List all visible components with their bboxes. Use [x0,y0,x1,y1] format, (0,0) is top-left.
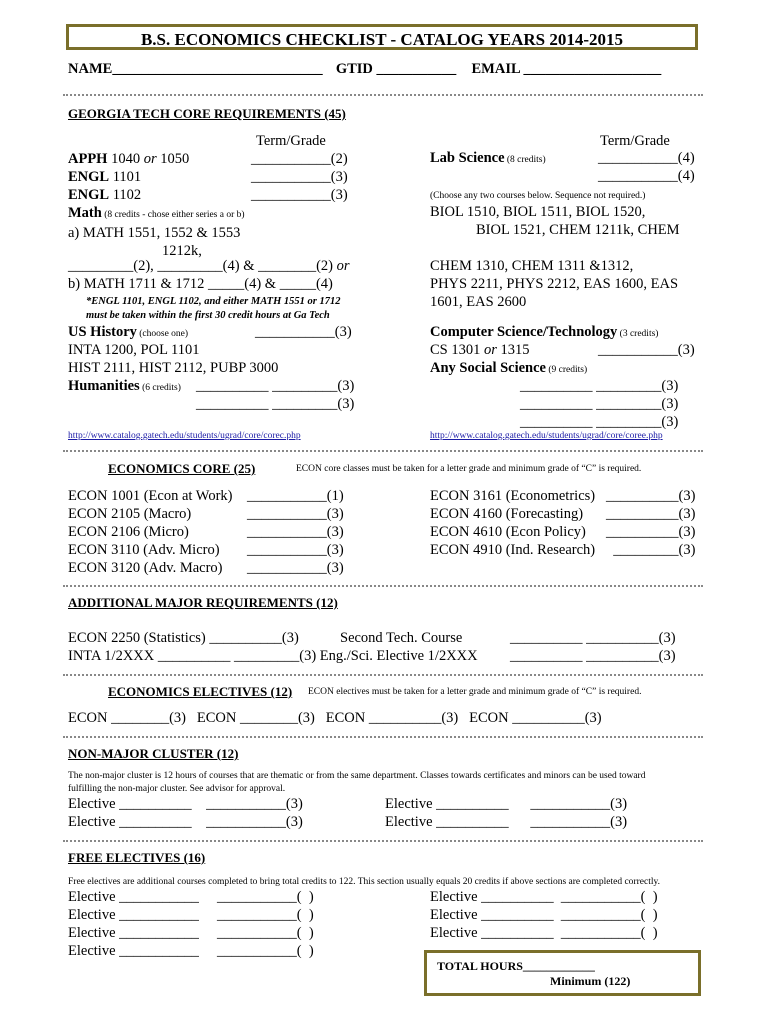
econ-core-left-blanks[interactable] [247,487,344,577]
name-label: NAME [68,61,113,77]
divider [63,585,703,587]
total-hours-label: TOTAL HOURS [437,959,523,973]
total-hours-row[interactable] [437,959,595,974]
econ-core-left-course: ECON 3110 (Adv. Micro) [68,542,220,558]
cs-row: Computer Science/Technology (3 credits) [430,324,659,340]
econ-electives-note: ECON electives must be taken for a letter grade and minimum grade of “C” is required. [308,687,642,697]
engl1102-blank: ___________(3) [251,187,348,203]
econ-core-blank: ___________(1) [247,488,344,504]
free-electives-heading: FREE ELECTIVES (16) [68,850,206,865]
econ-core-note: ECON core classes must be taken for a letter grade and minimum grade of “C” is required. [296,464,642,474]
econ-core-blank: ___________(3) [247,524,344,540]
student-info-row [68,61,661,78]
divider [63,450,703,452]
engl1101-row: ENGL 1101 [68,169,142,185]
econ-core-left-course: ECON 3120 (Adv. Macro) [68,560,223,576]
non-major-note-2: fulfilling the non-major cluster. See advisor for approval. [68,784,286,794]
core-link-left[interactable]: http://www.catalog.gatech.edu/students/ugrad/core/corec.php [68,431,301,441]
us-history-row: US History (choose one) [68,324,189,340]
math-b-row[interactable]: b) MATH 1711 & 1712 _____(4) & _____(4) [68,276,333,292]
free-elective-row: Elective __________ ___________( ) [430,907,658,923]
free-elective-row: Elective ___________ ___________( ) [68,889,314,905]
econ-core-right-course: ECON 4160 (Forecasting) [430,506,584,522]
term-grade-left: Term/Grade [256,133,326,149]
lab-courses-1: BIOL 1510, BIOL 1511, BIOL 1520, [430,204,646,220]
econ-electives-row[interactable]: ECON ________(3) ECON ________(3) ECON __________(3) ECON __________(3) [68,710,602,726]
term-grade-right: Term/Grade [600,133,670,149]
additional-row-1-label: Second Tech. Course [340,630,463,646]
econ-core-blank: ___________(3) [247,506,344,522]
econ-core-blank: __________(3) [606,506,696,522]
humanities-blank-2[interactable]: __________ _________(3) [196,396,355,412]
lab-blank-2[interactable]: ___________(4) [598,168,695,184]
divider [63,674,703,676]
math-footnote-2: must be taken within the first 30 credit hours at Ga Tech [86,310,330,321]
core-heading: GEORGIA TECH CORE REQUIREMENTS (45) [68,106,346,121]
non-major-left-1[interactable]: Elective __________ ___________(3) [68,796,303,812]
econ-core-right-blanks[interactable] [606,487,695,559]
additional-row-1-left[interactable]: ECON 2250 (Statistics) __________(3) [68,630,299,646]
total-hours-box [424,950,701,996]
math-row: Math (8 credits - chose either series a or b) [68,205,245,221]
econ-core-left-course: ECON 2106 (Micro) [68,524,189,540]
non-major-heading: NON-MAJOR CLUSTER (12) [68,746,239,761]
additional-row-2-blank[interactable]: __________ __________(3) [510,648,676,664]
core-left-blanks[interactable] [251,150,348,204]
email-field[interactable]: ___________________ [523,61,662,77]
econ-core-blank: _________(3) [613,542,696,558]
econ-core-right-course: ECON 4610 (Econ Policy) [430,524,586,540]
econ-core-left-course: ECON 1001 (Econ at Work) [68,488,233,504]
econ-core-right-course: ECON 4910 (Ind. Research) [430,542,596,558]
non-major-right-2[interactable]: Elective __________ ___________(3) [385,814,628,830]
core-link-right[interactable]: http://www.catalog.gatech.edu/students/ugrad/core/coree.php [430,431,663,441]
math-footnote-1: *ENGL 1101, ENGL 1102, and either MATH 1551 or 1712 [86,296,341,307]
free-electives-note: Free electives are additional courses completed to bring total credits to 122. This section usually equals 20 credits if above sections are completed correctly. [68,877,660,887]
free-elective-row: Elective __________ ___________( ) [430,889,658,905]
apph-row: APPH 1040 or 1050 [68,151,190,167]
econ-core-right-course: ECON 3161 (Econometrics) [430,488,596,504]
humanities-blank-1[interactable]: __________ _________(3) [196,378,355,394]
cs-course-row: CS 1301 or 1315 [430,342,530,358]
additional-heading: ADDITIONAL MAJOR REQUIREMENTS (12) [68,595,338,610]
additional-row-2-left[interactable]: INTA 1/2XXX __________ _________(3) Eng./Sci. Elective 1/2XXX [68,648,478,664]
lab-courses-3: CHEM 1310, CHEM 1311 &1312, [430,258,634,274]
lab-courses-5: 1601, EAS 2600 [430,294,527,310]
humanities-row: Humanities (6 credits) [68,378,181,394]
econ-core-left [68,487,232,577]
lab-blank-1[interactable]: ___________(4) [598,150,695,166]
minimum-hours: Minimum (122) [550,974,631,988]
social-blank-3[interactable]: __________ _________(3) [520,414,679,430]
math-a-row2: 1212k, [162,243,202,259]
free-electives-left[interactable] [68,888,314,960]
econ-core-left-course: ECON 2105 (Macro) [68,506,192,522]
title-box [66,24,698,50]
divider [63,840,703,842]
free-electives-right[interactable] [430,888,658,942]
econ-core-heading: ECONOMICS CORE (25) [108,461,256,476]
apph-blank: ___________(2) [251,151,348,167]
cs-blank[interactable]: ___________(3) [598,342,695,358]
lab-courses-2: BIOL 1521, CHEM 1211k, CHEM [476,222,680,238]
non-major-right-1[interactable]: Elective __________ ___________(3) [385,796,628,812]
total-hours-field: ____________ [522,959,595,973]
us-history-options-2: HIST 2111, HIST 2112, PUBP 3000 [68,360,279,376]
gtid-field[interactable]: ___________ [376,61,457,77]
lab-science-row: Lab Science (8 credits) [430,150,546,166]
econ-core-blank: __________(3) [606,524,696,540]
engl1101-blank: ___________(3) [251,169,348,185]
free-elective-row: Elective ___________ ___________( ) [68,907,314,923]
econ-core-blank: ___________(3) [247,542,344,558]
non-major-left-2[interactable]: Elective __________ ___________(3) [68,814,303,830]
divider [63,736,703,738]
free-elective-row: Elective ___________ ___________( ) [68,925,314,941]
math-a-blanks[interactable]: _________(2), _________(4) & ________(2) or [68,258,350,274]
us-history-options-1: INTA 1200, POL 1101 [68,342,200,358]
gtid-label: GTID [335,61,373,77]
engl1102-row: ENGL 1102 [68,187,142,203]
divider [63,94,703,96]
econ-core-blank: __________(3) [606,488,696,504]
additional-row-1-blank[interactable]: __________ __________(3) [510,630,676,646]
free-elective-row: Elective ___________ ___________( ) [68,943,314,959]
core-left-column [68,150,245,260]
social-blank-1[interactable]: __________ _________(3) [520,378,679,394]
econ-electives-heading: ECONOMICS ELECTIVES (12) [108,684,293,699]
name-field[interactable]: _____________________________ [112,61,323,77]
page-title: B.S. ECONOMICS CHECKLIST - CATALOG YEARS 2014-2015 [140,30,624,49]
lab-courses-4: PHYS 2211, PHYS 2212, EAS 1600, EAS [430,276,679,292]
social-science-row: Any Social Science (9 credits) [430,360,588,376]
free-elective-row: Elective __________ ___________( ) [430,925,658,941]
email-label: EMAIL [471,61,520,77]
econ-core-right [430,487,595,559]
lab-choose-note: (Choose any two courses below. Sequence not required.) [430,191,646,201]
non-major-note-1: The non-major cluster is 12 hours of courses that are thematic or from the same department. Classes towards certificates and minors can be used toward [68,771,646,781]
social-blank-2[interactable]: __________ _________(3) [520,396,679,412]
econ-core-blank: ___________(3) [247,560,344,576]
math-a-row: a) MATH 1551, 1552 & 1553 [68,225,241,241]
us-history-blank[interactable]: ___________(3) [255,324,352,340]
